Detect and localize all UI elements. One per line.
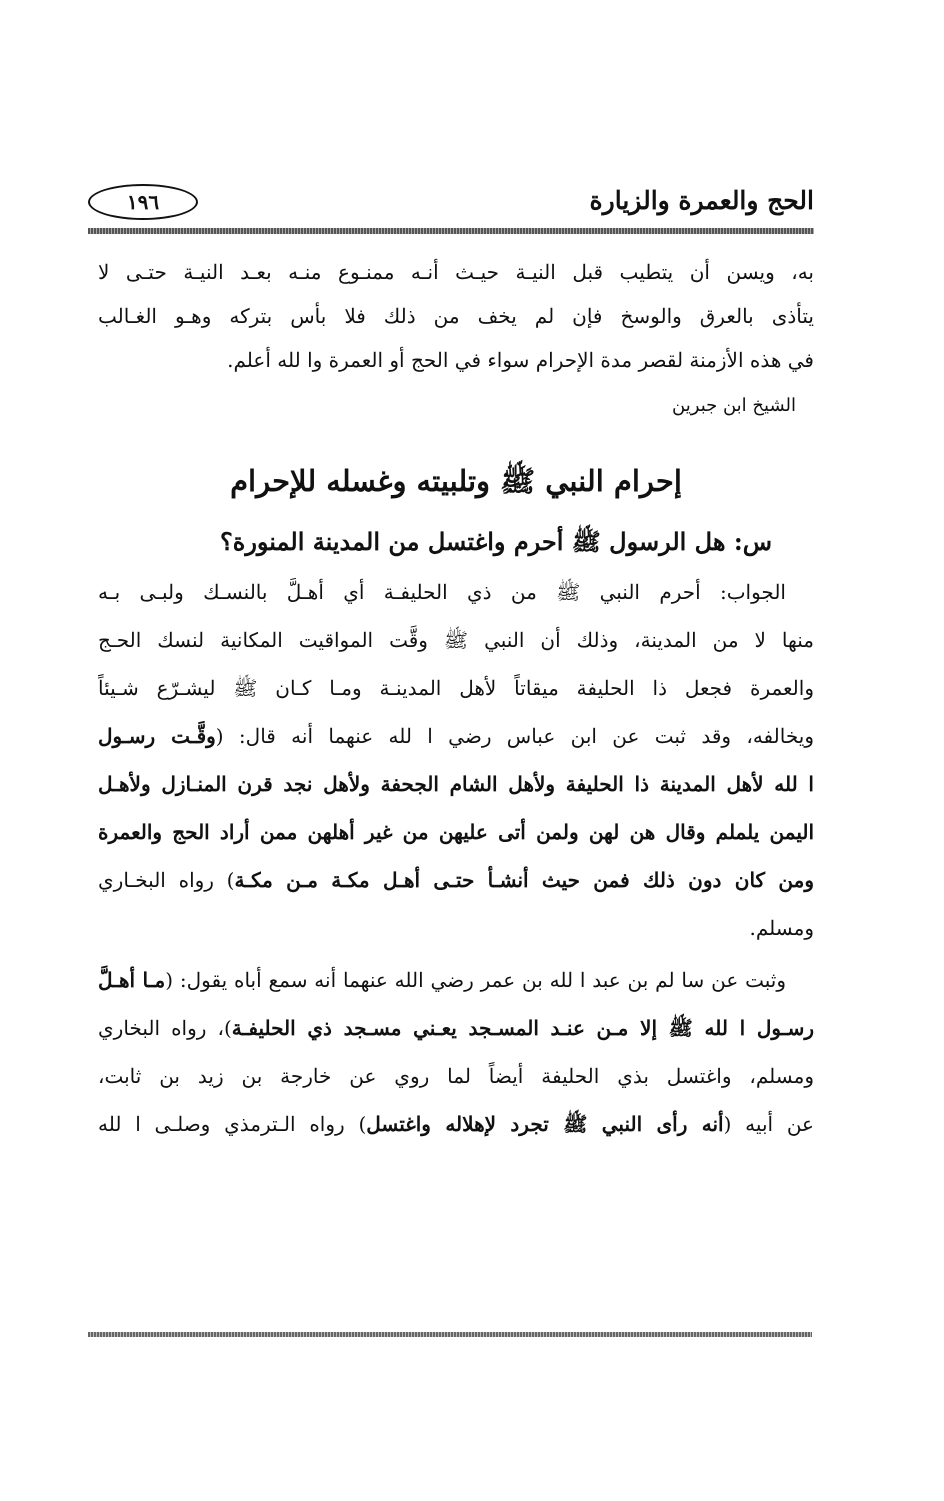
text-line <box>98 616 814 664</box>
hadith-quote: وقَّـت رسـول <box>98 724 216 748</box>
header-divider <box>88 228 814 234</box>
text-line <box>98 904 814 952</box>
text-run: ) رواه البخـاري <box>98 868 235 892</box>
page-header <box>98 182 814 228</box>
text-line <box>98 1100 814 1148</box>
text-line <box>98 856 814 904</box>
text-line <box>98 808 814 856</box>
text-run: ومسلم، واغتسل بذي الحليفة أيضاً لما روي عن خارجة بن زيد بن ثابت، <box>98 1064 814 1088</box>
book-page <box>98 182 814 1148</box>
hadith-quote: ا لله لأهل المدينة ذا الحليفة ولأهل الشام الجحفة ولأهل نجد قرن المنـازل ولأهـل <box>98 772 814 796</box>
text-line <box>98 568 814 616</box>
text-run: ويخالفه، وقد ثبت عن ابن عباس رضي ا لله عنهما أنه قال: ( <box>215 724 814 748</box>
text-line: به، ويسن أن يتطيب قبل النيـة حيـث أنـه ممنـوع منـه بعـد النيـة حتـى لا <box>98 260 814 284</box>
text-run: ومسلم. <box>749 916 814 940</box>
intro-paragraph <box>98 250 814 382</box>
question: س: هل الرسول ﷺ أحرم واغتسل من المدينة المنورة؟ <box>220 527 772 556</box>
text-line <box>98 712 814 760</box>
text-run: وثبت عن سا لم بن عبد ا لله بن عمر رضي الله عنهما أنه سمع أباه يقول: ( <box>165 968 786 992</box>
text-line <box>98 956 814 1004</box>
hadith-quote: رسـول ا لله ﷺ إلا مـن عنـد المسـجد يعـني مسـجد ذي الحليفـة <box>231 1016 814 1040</box>
text-line <box>98 1004 814 1052</box>
text-run: )، رواه البخاري <box>98 1016 232 1040</box>
text-run: عن أبيه ( <box>723 1112 814 1136</box>
text-line: في هذه الأزمنة لقصر مدة الإحرام سواء في الحج أو العمرة وا لله أعلم. <box>227 348 814 372</box>
text-line <box>98 760 814 808</box>
text-run: ) رواه الـترمذي وصلـى ا لله <box>98 1112 367 1136</box>
page-number-badge: ١٩٦ <box>88 184 198 220</box>
text-line: يتأذى بالعرق والوسخ فإن لم يخف من ذلك فلا بأس بتركه وهـو الغـالب <box>98 304 814 328</box>
text-line <box>98 1052 814 1100</box>
answer-paragraph-2 <box>98 956 814 1148</box>
text-run: الجواب: أحرم النبي ﷺ من ذي الحليفـة أي أهـلَّ بالنسـك ولبـى بـه <box>98 580 786 604</box>
hadith-quote: اليمن يلملم وقال هن لهن ولمن أتى عليهن من غير أهلهن ممن أراد الحج والعمرة <box>98 820 814 844</box>
hadith-quote: مـا أهـلَّ <box>98 968 166 992</box>
section-title: إحرام النبي ﷺ وتلبيته وغسله للإحرام <box>230 464 682 498</box>
hadith-quote: أنه رأى النبي ﷺ تجرد لإهلاله واغتسل <box>366 1112 724 1136</box>
footer-divider <box>88 1332 812 1337</box>
signature: الشيخ ابن جبرين <box>672 395 796 416</box>
text-run: منها لا من المدينة، وذلك أن النبي ﷺ وقَّت المواقيت المكانية لنسك الحـج <box>98 628 814 652</box>
hadith-quote: ومن كان دون ذلك فمن حيث أنشـأ حتـى أهـل مكـة مـن مكـة <box>234 868 814 892</box>
answer-paragraph-1 <box>98 568 814 952</box>
book-title: الحج والعمرة والزيارة <box>589 186 814 215</box>
text-line <box>98 664 814 712</box>
text-run: والعمرة فجعل ذا الحليفة ميقاتاً لأهل المدينـة ومـا كـان ﷺ ليشـرّع شـيئاً <box>98 676 814 700</box>
